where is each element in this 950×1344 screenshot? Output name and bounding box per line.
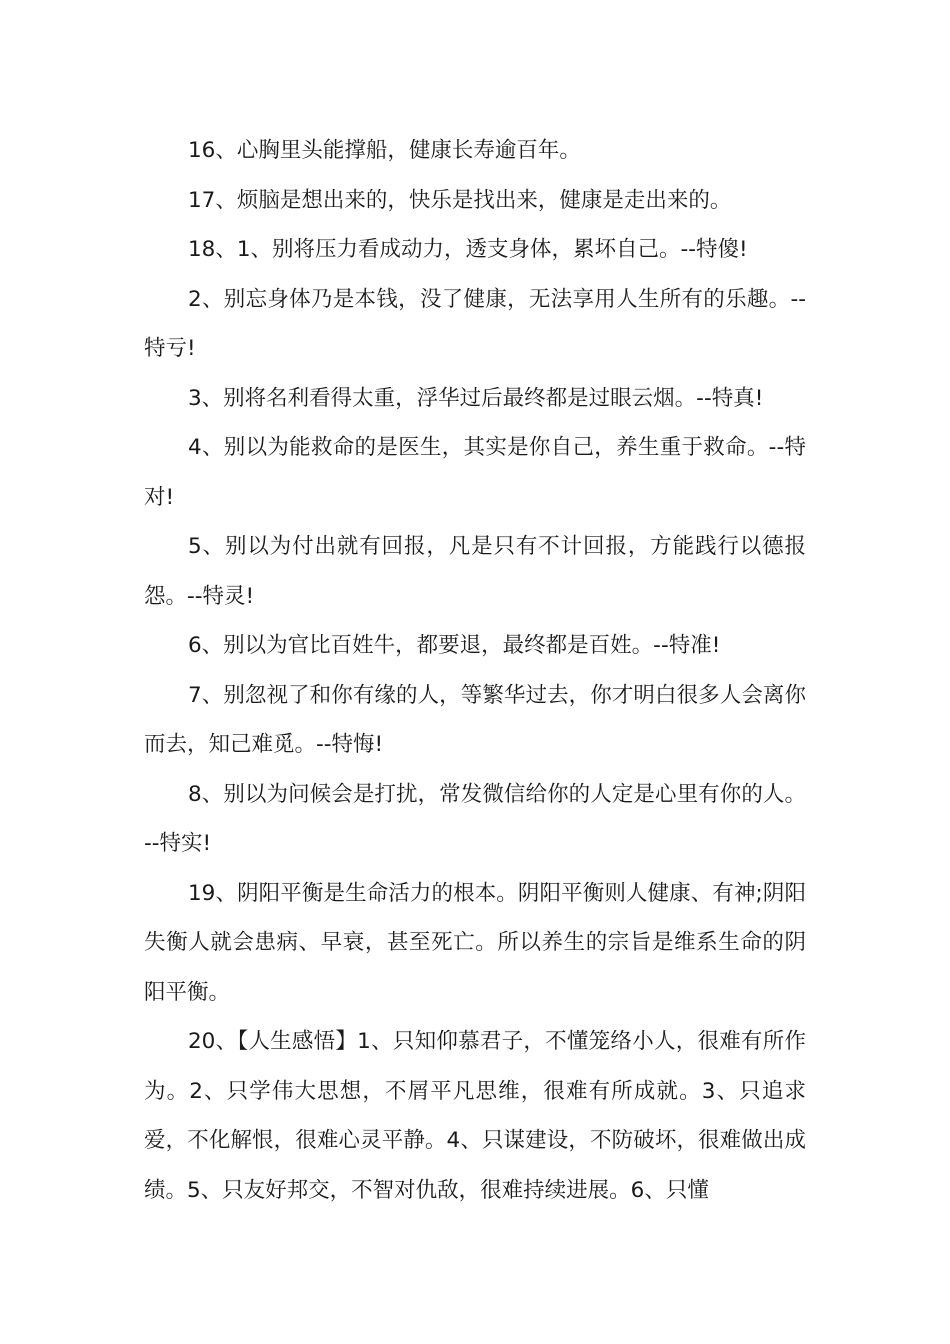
paragraph-19: 19、阴阳平衡是生命活力的根本。阴阳平衡则人健康、有神;阴阳失衡人就会患病、早衰，甚至死亡。所以养生的宗旨是维系生命的阴阳平衡。 <box>144 880 806 1005</box>
paragraph-20: 20、【人生感悟】1、只知仰慕君子，不懂笼络小人，很难有所作为。2、只学伟大思想，不屑平凡思维，很难有所成就。3、只追求爱，不化解恨，很难心灵平静。4、只谋建设，不防破坏，很难做出成绩。5、只友好邦交，不智对仇敌，很难持续进展。6、只懂 <box>144 1029 806 1203</box>
paragraph-16: 16、心胸里头能撑船，健康长寿逾百年。 <box>188 138 581 163</box>
document-body <box>144 126 806 1215</box>
paragraph-18-item-1: 18、1、别将压力看成动力，透支身体，累坏自己。--特傻! <box>188 237 748 262</box>
paragraph-18-item-6: 6、别以为官比百姓牛，都要退，最终都是百姓。--特准! <box>188 633 721 658</box>
paragraph-18-item-8: 8、别以为问候会是打扰，常发微信给你的人定是心里有你的人。--特实! <box>144 781 806 856</box>
paragraph-18-item-7: 7、别忽视了和你有缘的人，等繁华过去，你才明白很多人会离你而去，知己难觅。--特悔! <box>144 682 806 757</box>
paragraph-18-item-4: 4、别以为能救命的是医生，其实是你自己，养生重于救命。--特对! <box>144 435 806 510</box>
paragraph-18-item-2: 2、别忘身体乃是本钱，没了健康，无法享用人生所有的乐趣。--特亏! <box>144 286 806 361</box>
paragraph-18-item-3: 3、别将名利看得太重，浮华过后最终都是过眼云烟。--特真! <box>188 385 764 411</box>
paragraph-18-item-5: 5、别以为付出就有回报，凡是只有不计回报，方能践行以德报怨。--特灵! <box>144 534 806 609</box>
paragraph-17: 17、烦脑是想出来的，快乐是找出来，健康是走出来的。 <box>188 187 732 213</box>
